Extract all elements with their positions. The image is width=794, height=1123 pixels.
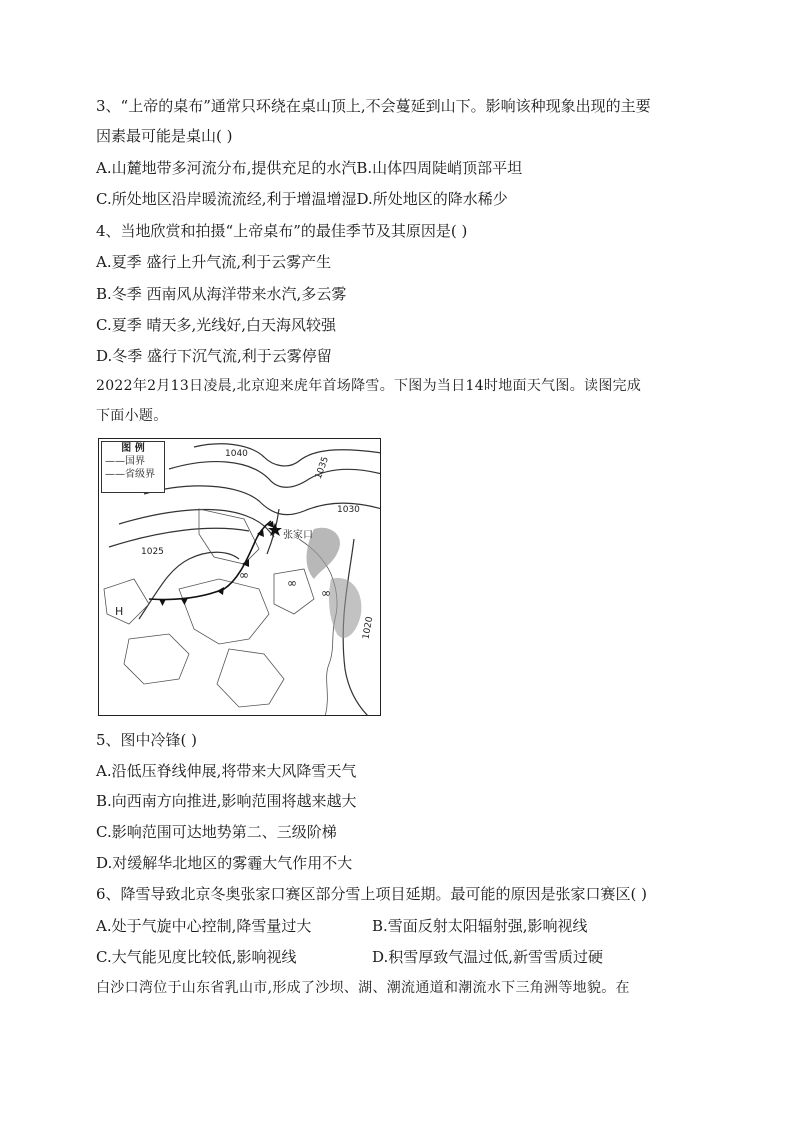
passage-line2: 下面小题。 — [96, 408, 168, 424]
q4-option-b: B.冬季 西南风从海洋带来水汽,多云雾 — [96, 285, 347, 303]
q5-option-b: B.向西南方向推进,影响范围将越来越大 — [96, 792, 357, 810]
isobar-1025 — [109, 528, 249, 547]
map-legend — [101, 441, 165, 493]
q5-option-c: C.影响范围可达地势第二、三级阶梯 — [96, 823, 337, 841]
isobar-label-1020: 1020 — [361, 615, 376, 641]
isobar-1035 — [169, 462, 381, 488]
high-pressure-label: H — [115, 605, 124, 618]
isobar-label-1035: 1035 — [313, 455, 332, 481]
haze-symbol-2: ∞ — [287, 576, 297, 590]
weather-map — [98, 438, 381, 716]
isobar-label-1030: 1030 — [337, 505, 360, 515]
q3-options-ab: A.山麓地带多河流分布,提供充足的水汽B.山体四周陡峭顶部平坦 — [96, 159, 523, 177]
q4-option-d: D.冬季 盛行下沉气流,利于云雾停留 — [96, 347, 332, 365]
q3-stem-line2: 因素最可能是桌山( ) — [96, 127, 233, 145]
isobar-label-1040: 1040 — [225, 449, 248, 459]
q5-option-a: A.沿低压脊线伸展,将带来大风降雪天气 — [96, 762, 357, 780]
legend-title: 图 例 — [121, 443, 145, 454]
q3-stem-line1: 3、“上帝的桌布”通常只环绕在桌山顶上,不会蔓延到山下。影响该种现象出现的主要 — [96, 97, 651, 115]
passage2-line1: 白沙口湾位于山东省乳山市,形成了沙坝、湖、潮流通道和潮流水下三角洲等地貌。在 — [96, 980, 630, 996]
zhangjiakou-label: 张家口 — [283, 530, 313, 541]
q6-option-b: B.雪面反射太阳辐射强,影响视线 — [372, 917, 588, 935]
legend-national-border: ——国界 — [105, 456, 145, 467]
q6-option-a: A.处于气旋中心控制,降雪量过大 — [96, 917, 312, 935]
q6-stem: 6、降雪导致北京冬奥张家口赛区部分雪上项目延期。最可能的原因是张家口赛区( ) — [96, 885, 648, 903]
haze-symbol-3: ∞ — [321, 586, 331, 600]
cold-front-triangles — [159, 521, 274, 606]
yellow-sea-shade — [329, 578, 361, 638]
haze-symbol-1: ∞ — [239, 568, 249, 582]
q4-option-a: A.夏季 盛行上升气流,利于云雾产生 — [96, 253, 332, 271]
passage-line1: 2022年2月13日凌晨,北京迎来虎年首场降雪。下图为当日14时地面天气图。读图完成 — [96, 378, 642, 394]
q4-option-c: C.夏季 晴天多,光线好,白天海风较强 — [96, 316, 337, 334]
isobar-label-1025: 1025 — [141, 547, 164, 557]
q6-option-d: D.积雪厚致气温过低,新雪雪质过硬 — [372, 948, 604, 966]
q5-option-d: D.对缓解华北地区的雾霾大气作用不大 — [96, 854, 353, 872]
isobar-1040 — [194, 444, 381, 466]
q5-stem: 5、图中冷锋( ) — [96, 731, 198, 749]
q3-options-cd: C.所处地区沿岸暖流流经,利于增温增湿D.所处地区的降水稀少 — [96, 190, 508, 208]
q4-stem: 4、当地欣赏和拍摄“上帝桌布”的最佳季节及其原因是( ) — [96, 222, 468, 240]
q6-option-c: C.大气能见度比较低,影响视线 — [96, 948, 297, 966]
legend-provincial-border: ——省级界 — [105, 469, 155, 480]
